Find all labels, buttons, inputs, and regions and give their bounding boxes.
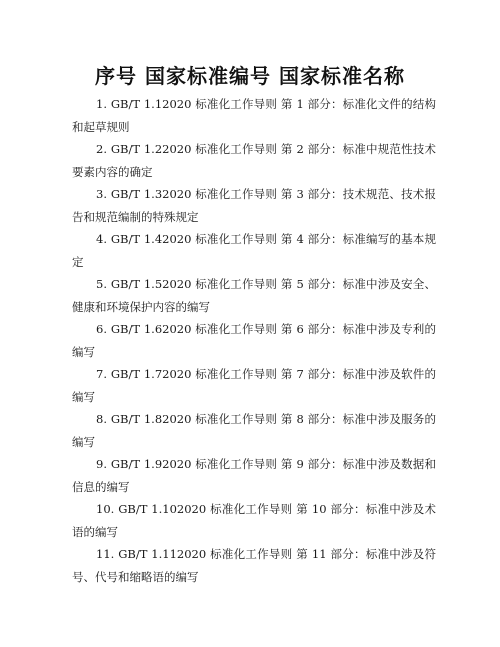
list-item: 5. GB/T 1.52020 标准化工作导则 第 5 部分：标准中涉及安全、健康和环境保护内容的编写 <box>72 277 436 314</box>
list-item: 3. GB/T 1.32020 标准化工作导则 第 3 部分：技术规范、技术报告和规范编制的特殊规定 <box>72 187 436 224</box>
list-item: 4. GB/T 1.42020 标准化工作导则 第 4 部分：标准编写的基本规定 <box>72 232 436 269</box>
list-item: 9. GB/T 1.92020 标准化工作导则 第 9 部分：标准中涉及数据和信息的编写 <box>72 457 436 494</box>
list-item: 6. GB/T 1.62020 标准化工作导则 第 6 部分：标准中涉及专利的编写 <box>72 322 436 359</box>
standards-list <box>72 93 436 588</box>
list-item: 7. GB/T 1.72020 标准化工作导则 第 7 部分：标准中涉及软件的编写 <box>72 367 436 404</box>
list-item: 2. GB/T 1.22020 标准化工作导则 第 2 部分：标准中规范性技术要素内容的确定 <box>72 142 436 179</box>
list-item: 8. GB/T 1.82020 标准化工作导则 第 8 部分：标准中涉及服务的编写 <box>72 412 436 449</box>
list-item: 1. GB/T 1.12020 标准化工作导则 第 1 部分：标准化文件的结构和起草规则 <box>72 97 436 134</box>
page-title: 序号 国家标准编号 国家标准名称 <box>95 64 405 88</box>
list-item: 10. GB/T 1.102020 标准化工作导则 第 10 部分：标准中涉及术语的编写 <box>72 502 436 539</box>
list-item: 11. GB/T 1.112020 标准化工作导则 第 11 部分：标准中涉及符号、代号和缩略语的编写 <box>72 547 436 584</box>
